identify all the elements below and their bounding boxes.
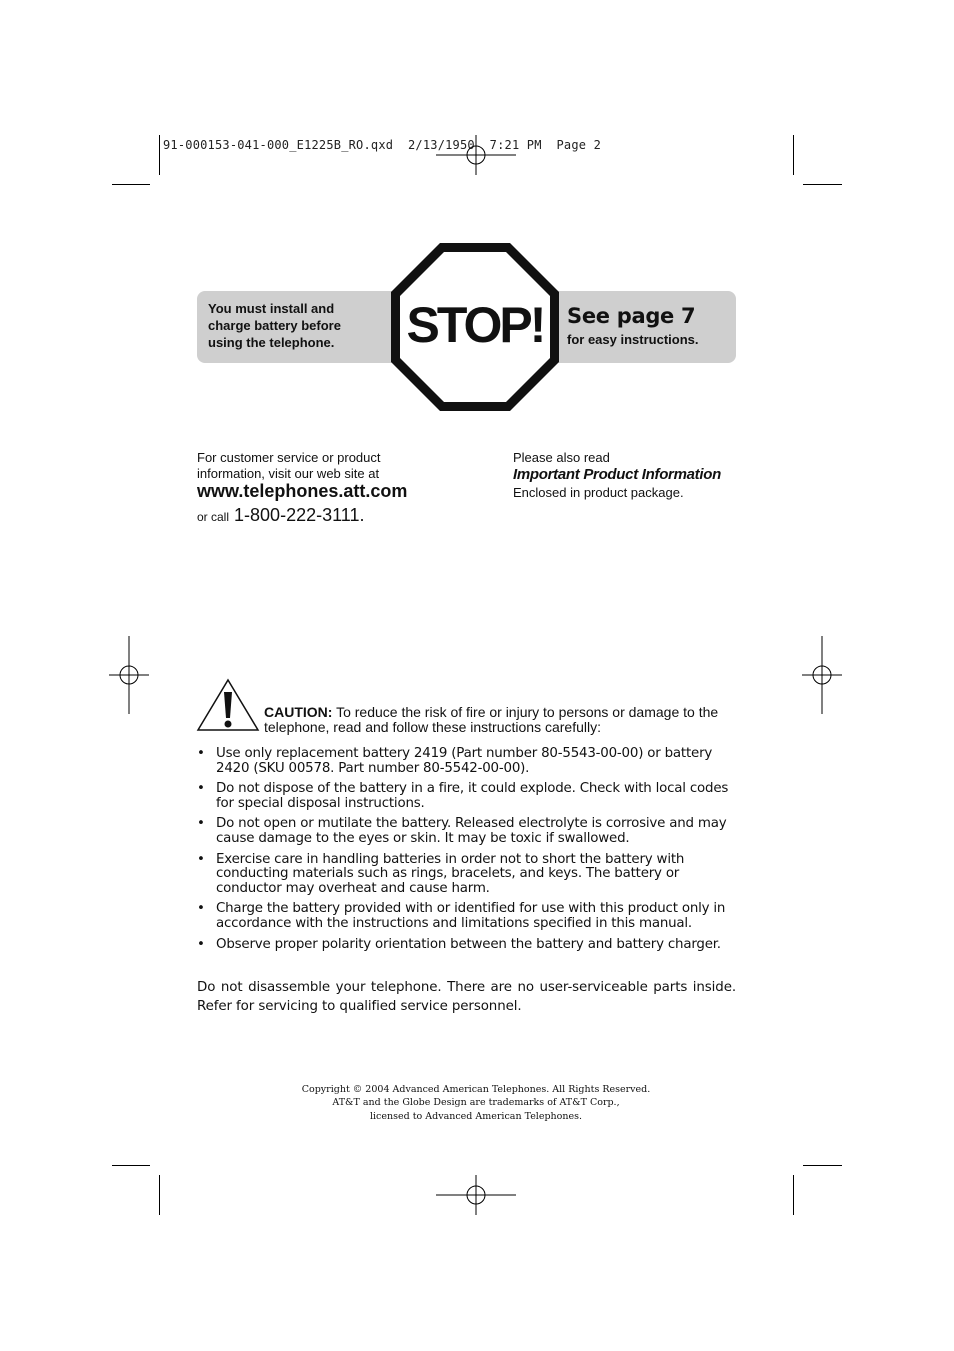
registration-mark-icon <box>436 1175 516 1215</box>
customer-service-text <box>197 450 477 482</box>
copyright-line: Copyright © 2004 Advanced American Telephones. All Rights Reserved. <box>301 1084 651 1095</box>
or-call-label: or call <box>197 510 230 524</box>
crop-mark <box>112 184 150 185</box>
caution-text: To reduce the risk of fire or injury to persons or damage to the telephone, read and follow these instructions carefully: <box>264 704 719 735</box>
important-info-title: Important Product Information <box>513 466 721 483</box>
warning-triangle-icon <box>196 678 260 732</box>
stop-sign-text: STOP! <box>406 297 544 353</box>
list-item: • Observe proper polarity orientation between the battery and battery charger. <box>197 938 737 953</box>
printer-slug-line: 91-000153-041-000_E1225B_RO.qxd 2/13/1950 7:21 PM Page 2 <box>163 138 602 152</box>
install-charge-notice <box>208 300 388 351</box>
phone-line <box>197 505 364 526</box>
please-read-label: Please also read <box>513 450 610 465</box>
notice-line: using the telephone. <box>208 335 335 350</box>
copyright-line: AT&T and the Globe Design are trademarks of AT&T Corp., <box>332 1097 620 1109</box>
list-item: • Do not open or mutilate the battery. Released electrolyte is corrosive and may cause damage to the eyes or skin. It may be toxic if swallowed. <box>197 817 737 846</box>
notice-line: You must install and <box>208 301 335 316</box>
crop-mark <box>803 1165 842 1166</box>
copyright-notice <box>197 1083 755 1123</box>
list-item: • Do not dispose of the battery in a fire, it could explode. Check with local codes for special disposal instructions. <box>197 782 737 811</box>
crop-mark <box>159 1175 160 1215</box>
customer-service-line: information, visit our web site at <box>197 466 380 481</box>
crop-mark <box>112 1165 150 1166</box>
list-item: • Use only replacement battery 2419 (Part number 80-5543-00-00) or battery 2420 (SKU 00578. Part number 80-5542-00-00). <box>197 747 737 776</box>
caution-label: CAUTION: <box>264 704 333 720</box>
crop-mark <box>159 135 160 175</box>
copyright-line: licensed to Advanced American Telephones. <box>369 1110 583 1122</box>
see-page-heading: See page 7 <box>567 304 696 328</box>
see-page-subtext: for easy instructions. <box>567 332 699 347</box>
crop-mark <box>793 135 794 175</box>
enclosed-note: Enclosed in product package. <box>513 485 684 500</box>
registration-mark-icon <box>436 135 516 175</box>
crop-mark <box>793 1175 794 1215</box>
caution-statement <box>264 705 734 735</box>
registration-mark-icon <box>802 636 842 714</box>
crop-mark <box>803 184 842 185</box>
list-item: • Exercise care in handling batteries in order not to short the battery with conducting materials such as rings, bracelets, and keys. The battery or conductor may overheat and cause harm. <box>197 853 737 897</box>
disassemble-warning: Do not disassemble your telephone. There are no user-serviceable parts inside. Refer for servicing to qualified service personnel. <box>197 980 736 1014</box>
customer-service-line: For customer service or product <box>197 450 381 465</box>
phone-number: 1-800-222-3111. <box>234 505 365 525</box>
battery-safety-list <box>197 747 737 958</box>
notice-line: charge battery before <box>208 318 341 333</box>
registration-mark-icon <box>109 636 149 714</box>
website-link[interactable]: www.telephones.att.com <box>197 481 408 501</box>
list-item: • Charge the battery provided with or identified for use with this product only in accordance with the instructions and limitations specified in this manual. <box>197 902 737 931</box>
